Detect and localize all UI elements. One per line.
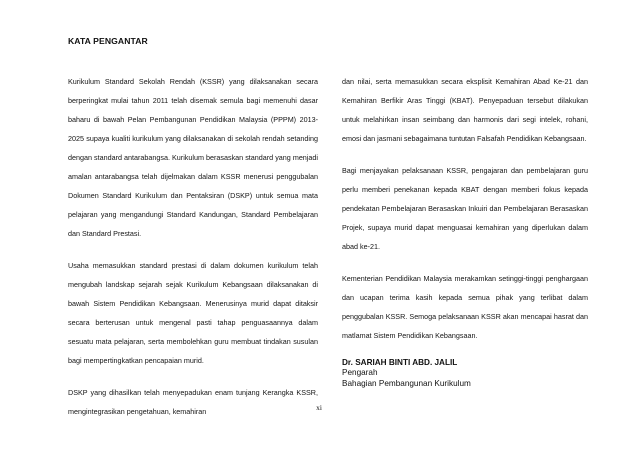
paragraph-kbat: Bagi menjayakan pelaksanaan KSSR, pengajaran dan pembelajaran guru perlu memberi penekanan kepada KBAT dengan memberi fokus kepada pendekatan Pembelajaran Berasaskan Inkuiri dan Pembelajaran Berasaskan Projek, supaya murid dapat menguasai kemahiran yang diperlukan dalam abad ke-21. (342, 166, 588, 251)
signatory-department: Bahagian Pembangunan Kurikulum (342, 378, 471, 388)
page-number: xi (316, 403, 322, 412)
paragraph-dskp: DSKP yang dihasilkan telah menyepadukan enam tunjang Kerangka KSSR, mengintegrasikan pengetahuan, kemahiran (68, 388, 318, 416)
signatory-name: Dr. SARIAH BINTI ABD. JALIL (342, 358, 458, 367)
page-title: KATA PENGANTAR (68, 36, 148, 46)
paragraph-kssr-intro: Kurikulum Standard Sekolah Rendah (KSSR) yang dilaksanakan secara berperingkat mulai tahun 2011 telah disemak semula bagi memenuhi dasar baharu di bawah Pelan Pembangunan Pendidikan Malaysia (PPPM) 2013-2025 supaya kualiti kurikulum yang dilaksanakan di sekolah rendah setanding dengan standard antarabangsa. Kurikulum berasaskan standard yang menjadi amalan antarabangsa telah dijelmakan dalam KSSR menerusi penggubalan Dokumen Standard Kurikulum dan Pentaksiran (DSKP) untuk semua mata pelajaran yang mengandungi Standard Kandungan, Standard Pembelajaran dan Standard Prestasi. (68, 77, 318, 238)
paragraph-nilai: dan nilai, serta memasukkan secara eksplisit Kemahiran Abad Ke-21 dan Kemahiran Berfikir Aras Tinggi (KBAT). Penyepaduan tersebut dilakukan untuk melahirkan insan seimbang dan harmonis dari segi intelek, rohani, emosi dan jasmani sebagaimana tuntutan Falsafah Pendidikan Kebangsaan. (342, 77, 588, 143)
paragraph-penghargaan: Kementerian Pendidikan Malaysia merakamkan setinggi-tinggi penghargaan dan ucapan terima kasih kepada semua pihak yang terlibat dalam penggubalan KSSR. Semoga pelaksanaan KSSR akan mencapai hasrat dan matlamat Sistem Pendidikan Kebangsaan. (342, 274, 588, 340)
right-column (342, 72, 588, 389)
paragraph-standard-prestasi: Usaha memasukkan standard prestasi di dalam dokumen kurikulum telah mengubah landskap sejarah sejak Kurikulum Kebangsaan dilaksanakan di bawah Sistem Pendidikan Kebangsaan. Menerusinya murid dapat ditaksir secara berterusan untuk mengenal pasti tahap penguasaannya dalam sesuatu mata pelajaran, serta membolehkan guru membuat tindakan susulan bagi mempertingkatkan pencapaian murid. (68, 261, 318, 365)
signatory-position: Pengarah (342, 368, 378, 377)
signature-block (342, 358, 588, 389)
left-column (68, 72, 318, 434)
